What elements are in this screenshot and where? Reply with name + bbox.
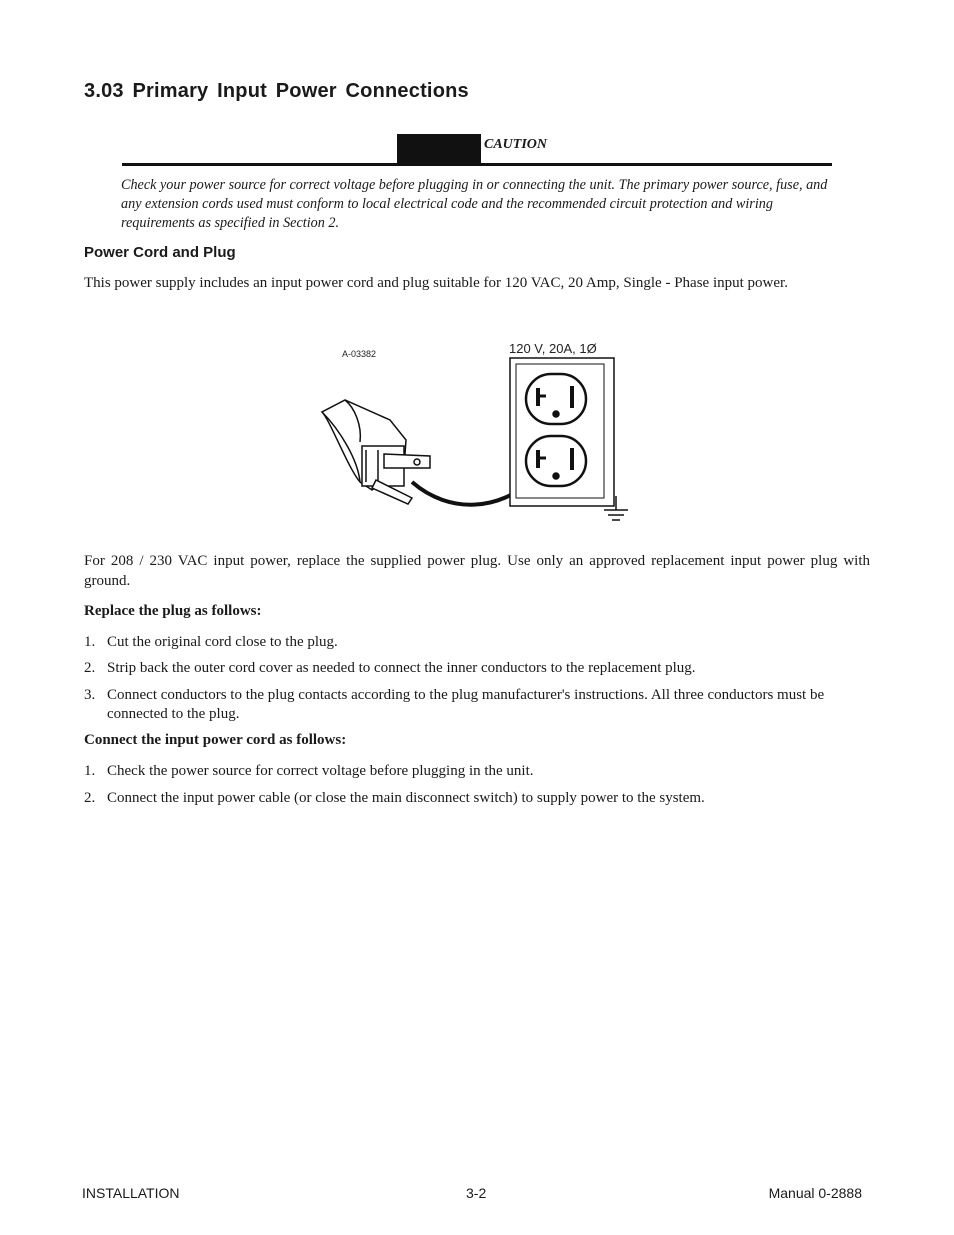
section-title: 3.03 Primary Input Power Connections [84, 80, 469, 102]
plug-receptacle-diagram [300, 330, 660, 530]
figure-id: A-03382 [342, 349, 377, 359]
list-number: 1. [84, 763, 96, 779]
list-item [84, 762, 870, 782]
caution-banner-block [397, 134, 481, 164]
list-item [84, 633, 870, 653]
receptacle-rating: 120 V, 20A, 1Ø [509, 341, 597, 356]
plug-icon [322, 400, 430, 504]
list-item [84, 659, 870, 679]
list-text: Check the power source for correct voltage before plugging in the unit. [107, 763, 534, 779]
list-text: Connect the input power cable (or close the main disconnect switch) to supply power to the system. [107, 790, 705, 806]
list-number: 1. [84, 634, 96, 650]
intro-paragraph: This power supply includes an input power cord and plug suitable for 120 VAC, 20 Amp, Single - Phase input power. [84, 275, 788, 291]
list-text: Strip back the outer cord cover as needed to connect the inner conductors to the replacement plug. [107, 660, 696, 676]
footer-manual-id: Manual 0-2888 [768, 1185, 862, 1201]
footer-section: INSTALLATION [82, 1185, 180, 1201]
receptacle-icon [510, 358, 614, 506]
list-item [84, 686, 870, 726]
list-number: 3. [84, 687, 96, 703]
replace-heading: Replace the plug as follows: [84, 603, 262, 619]
caution-text: Check your power source for correct voltage before plugging in or connecting the unit. The primary power source, fuse, and any extension cords used must conform to local electrical code and the recommended circuit protection and wiring requirements as specified in Section 2. [121, 177, 828, 231]
list-text: Connect conductors to the plug contacts according to the plug manufacturer's instructions. All three conductors must be connected to the plug. [107, 687, 825, 722]
footer-page-number: 3-2 [466, 1185, 487, 1201]
list-text: Cut the original cord close to the plug. [107, 634, 338, 650]
subsection-title: Power Cord and Plug [84, 244, 236, 261]
list-item [84, 789, 870, 809]
list-number: 2. [84, 660, 96, 676]
caution-label: CAUTION [484, 137, 548, 152]
replace-intro-paragraph: For 208 / 230 VAC input power, replace the supplied power plug. Use only an approved replacement input power plug with ground. [84, 553, 870, 589]
connect-heading: Connect the input power cord as follows: [84, 732, 347, 748]
caution-rule [122, 163, 832, 166]
list-number: 2. [84, 790, 96, 806]
